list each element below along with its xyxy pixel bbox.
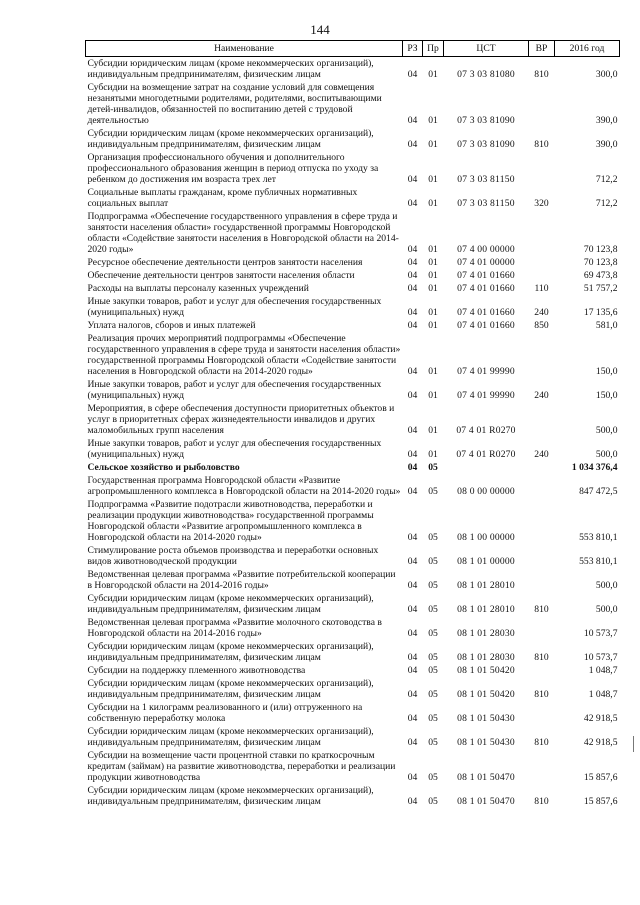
row-cst: 08 1 00 00000 (457, 532, 515, 543)
table-row (86, 378, 620, 402)
row-name: Социальные выплаты гражданам, кроме публичных нормативных социальных выплат (87, 187, 358, 209)
table-row (86, 474, 620, 498)
row-vr: 810 (534, 689, 549, 700)
row-cst: 07 3 03 81090 (457, 139, 515, 150)
row-name: Иные закупки товаров, работ и услуг для обеспечения государственных (муниципальных) нужд (87, 296, 382, 318)
table-row (86, 616, 620, 640)
table-row (86, 57, 620, 82)
row-amount: 553 810,1 (579, 556, 618, 567)
table-row (86, 544, 620, 568)
row-rz: 04 (407, 69, 418, 80)
row-rz: 04 (407, 366, 418, 377)
row-vr: 810 (534, 796, 549, 807)
row-amount: 712,2 (595, 198, 618, 209)
table-row (86, 677, 620, 701)
row-cst: 08 1 01 28010 (457, 580, 515, 591)
row-cst: 07 4 00 00000 (457, 244, 515, 255)
row-pr: 01 (428, 449, 438, 460)
row-vr: 320 (534, 198, 549, 209)
row-rz: 04 (407, 580, 418, 591)
row-vr (529, 332, 555, 378)
row-vr: 810 (534, 604, 549, 615)
row-name: Сельское хозяйство и рыболовство (87, 462, 240, 473)
row-cst (444, 461, 529, 474)
row-name: Уплата налогов, сборов и иных платежей (87, 320, 256, 331)
row-cst: 08 1 01 28030 (457, 628, 515, 639)
row-pr: 01 (428, 257, 438, 268)
margin-mark (633, 736, 634, 752)
row-cst: 07 4 01 99990 (457, 366, 515, 377)
row-pr: 05 (428, 689, 438, 700)
row-rz: 04 (407, 689, 418, 700)
table-row (86, 701, 620, 725)
row-name: Субсидии юридическим лицам (кроме некоммерческих организаций), индивидуальным предпринимателям, физическим лицам (87, 726, 374, 748)
row-cst: 08 1 01 50470 (457, 772, 515, 783)
row-cst: 07 3 03 81150 (457, 198, 515, 209)
row-vr: 850 (534, 320, 549, 331)
row-vr: 240 (534, 390, 549, 401)
table-row (86, 210, 620, 256)
table-row (86, 256, 620, 269)
row-name: Субсидии на 1 килограмм реализованного и (или) отгруженного на собственную переработку молока (87, 702, 363, 724)
row-cst: 07 4 01 R0270 (456, 449, 516, 460)
row-rz: 04 (407, 449, 418, 460)
row-name: Обеспечение деятельности центров занятости населения области (87, 270, 355, 281)
row-pr: 01 (428, 283, 438, 294)
table-row (86, 81, 620, 127)
row-rz: 04 (407, 115, 418, 126)
row-pr: 01 (428, 115, 438, 126)
table-row (86, 664, 620, 677)
row-vr (529, 210, 555, 256)
row-cst: 07 4 01 R0270 (456, 425, 516, 436)
row-cst: 07 4 01 99990 (457, 390, 515, 401)
row-cst: 08 1 01 50430 (457, 737, 515, 748)
row-rz: 04 (407, 390, 418, 401)
table-row (86, 725, 620, 749)
row-amount: 42 918,5 (583, 713, 618, 724)
row-cst: 07 4 01 01660 (457, 270, 515, 281)
row-amount: 390,0 (595, 115, 618, 126)
row-vr: 810 (534, 69, 549, 80)
row-name: Подпрограмма «Развитие подотрасли животноводства, переработки и реализации продукции животноводства» государственной программы Новгородской области «Развитие агропромышленного комплекса в Новгородской области на 2014-2020 годы» (87, 499, 374, 543)
row-cst: 07 4 01 00000 (457, 257, 515, 268)
row-name: Расходы на выплаты персоналу казенных учреждений (87, 283, 309, 294)
row-name: Иные закупки товаров, работ и услуг для обеспечения государственных (муниципальных) нужд (87, 438, 382, 460)
row-amount: 17 135,6 (583, 307, 618, 318)
row-amount: 15 857,6 (583, 796, 618, 807)
row-pr: 05 (428, 796, 438, 807)
table-row (86, 784, 620, 808)
table-row (86, 402, 620, 437)
row-pr: 05 (428, 665, 438, 676)
row-amount: 300,0 (595, 69, 618, 80)
table-row (86, 282, 620, 295)
row-name: Субсидии юридическим лицам (кроме некоммерческих организаций), индивидуальным предпринимателям, физическим лицам (87, 641, 374, 663)
table-row (86, 127, 620, 151)
row-name: Субсидии юридическим лицам (кроме некоммерческих организаций), индивидуальным предпринимателям, физическим лицам (87, 678, 374, 700)
header-name: Наименование (86, 41, 403, 57)
table-row (86, 640, 620, 664)
row-pr: 01 (428, 270, 438, 281)
row-pr: 05 (428, 462, 438, 473)
row-pr: 01 (428, 390, 438, 401)
row-pr: 05 (428, 556, 438, 567)
row-rz: 04 (407, 307, 418, 318)
table-row (86, 437, 620, 461)
row-name: Мероприятия, в сфере обеспечения доступности приоритетных объектов и услуг в приоритетных сферах жизнедеятельности инвалидов и других маломобильных групп населения (87, 403, 395, 436)
row-amount: 150,0 (595, 366, 618, 377)
table-row (86, 295, 620, 319)
row-name: Субсидии на возмещение затрат на создание условий для совмещения незанятыми многодетными родителями, родителями, воспитывающими детей-инвалидов, обязанностей по воспитанию детей с трудовой деятельностью (87, 82, 382, 126)
row-name: Стимулирование роста объемов производства и переработки основных видов животноводческой продукции (87, 545, 379, 567)
row-cst: 07 3 03 81090 (457, 115, 515, 126)
row-amount: 70 123,8 (583, 244, 618, 255)
row-amount: 500,0 (595, 604, 618, 615)
row-amount: 69 473,8 (583, 270, 618, 281)
row-amount: 15 857,6 (583, 772, 618, 783)
row-rz: 04 (407, 257, 418, 268)
row-vr: 110 (534, 283, 549, 294)
row-amount: 10 573,7 (583, 628, 618, 639)
header-year: 2016 год (555, 41, 620, 57)
row-amount: 847 472,5 (579, 486, 618, 497)
row-amount: 712,2 (595, 174, 618, 185)
row-rz: 04 (407, 174, 418, 185)
row-pr: 05 (428, 713, 438, 724)
row-cst: 07 3 03 81080 (457, 69, 515, 80)
row-rz: 04 (407, 320, 418, 331)
row-vr (529, 568, 555, 592)
row-name: Субсидии юридическим лицам (кроме некоммерческих организаций), индивидуальным предпринимателям, физическим лицам (87, 128, 374, 150)
row-rz: 04 (407, 283, 418, 294)
budget-table (85, 40, 620, 808)
row-amount: 51 757,2 (583, 283, 618, 294)
row-cst: 08 1 01 50470 (457, 796, 515, 807)
row-cst: 08 1 01 50430 (457, 713, 515, 724)
row-vr (529, 81, 555, 127)
row-rz: 04 (407, 713, 418, 724)
row-name: Подпрограмма «Обеспечение государственного управления в сфере труда и занятости населения области» государственной программы Новгородской области «Содействие занятости населения в Новгородской области на 2014-2020 годы» (87, 211, 399, 255)
row-pr: 01 (428, 69, 438, 80)
row-rz: 04 (407, 462, 418, 473)
row-name: Ведомственная целевая программа «Развитие молочного скотоводства в Новгородской области на 2014-2016 годы» (87, 617, 382, 639)
row-rz: 04 (407, 772, 418, 783)
row-cst: 08 1 01 50420 (457, 665, 515, 676)
row-name: Субсидии юридическим лицам (кроме некоммерческих организаций), индивидуальным предпринимателям, физическим лицам (87, 58, 374, 80)
row-vr: 810 (534, 652, 549, 663)
row-amount: 42 918,5 (583, 737, 618, 748)
row-pr: 01 (428, 425, 438, 436)
row-name: Реализация прочих мероприятий подпрограммы «Обеспечение государственного управления в сфере труда и занятости населения области» государственной программы Новгородской области «Содействие занятости населения в Новгородской области на 2014-2020 годы» (87, 333, 401, 377)
page-number: 144 (310, 22, 330, 37)
row-pr: 01 (428, 366, 438, 377)
row-name: Субсидии на поддержку племенного животноводства (87, 665, 306, 676)
row-vr: 810 (534, 737, 549, 748)
row-amount: 581,0 (595, 320, 618, 331)
row-vr (529, 664, 555, 677)
row-vr (529, 474, 555, 498)
row-pr: 01 (428, 307, 438, 318)
row-pr: 01 (428, 244, 438, 255)
row-rz: 04 (407, 532, 418, 543)
table-row (86, 319, 620, 332)
row-rz: 04 (407, 198, 418, 209)
row-vr (529, 616, 555, 640)
row-amount: 390,0 (595, 139, 618, 150)
table-row (86, 568, 620, 592)
row-vr (529, 402, 555, 437)
row-name: Организация профессионального обучения и дополнительного профессионального образования женщин в период отпуска по уходу за ребенком до достижения им возраста трех лет (87, 152, 379, 185)
row-rz: 04 (407, 796, 418, 807)
row-pr: 01 (428, 139, 438, 150)
table-row (86, 269, 620, 282)
row-amount: 1 048,7 (588, 665, 618, 676)
row-pr: 05 (428, 580, 438, 591)
row-name: Государственная программа Новгородской области «Развитие агропромышленного комплекса в Новгородской области на 2014-2020 годы» (87, 475, 401, 497)
row-pr: 05 (428, 604, 438, 615)
table-row (86, 749, 620, 784)
row-name: Субсидии юридическим лицам (кроме некоммерческих организаций), индивидуальным предпринимателям, физическим лицам (87, 785, 374, 807)
row-vr: 240 (534, 449, 549, 460)
row-rz: 04 (407, 244, 418, 255)
row-rz: 04 (407, 486, 418, 497)
row-rz: 04 (407, 556, 418, 567)
row-pr: 01 (428, 198, 438, 209)
table-header-row (86, 41, 620, 57)
row-amount: 10 573,7 (583, 652, 618, 663)
row-cst: 07 4 01 01660 (457, 307, 515, 318)
table-row (86, 151, 620, 186)
row-amount: 70 123,8 (583, 257, 618, 268)
row-vr (529, 151, 555, 186)
row-amount: 500,0 (595, 580, 618, 591)
row-vr (529, 749, 555, 784)
row-pr: 05 (428, 486, 438, 497)
row-cst: 07 3 03 81150 (457, 174, 515, 185)
header-pr: Пр (423, 41, 444, 57)
row-amount: 150,0 (595, 390, 618, 401)
row-rz: 04 (407, 425, 418, 436)
row-name: Иные закупки товаров, работ и услуг для обеспечения государственных (муниципальных) нужд (87, 379, 382, 401)
row-amount: 553 810,1 (579, 532, 618, 543)
row-vr (529, 498, 555, 544)
row-rz: 04 (407, 665, 418, 676)
row-name: Субсидии юридическим лицам (кроме некоммерческих организаций), индивидуальным предпринимателям, физическим лицам (87, 593, 374, 615)
row-vr: 240 (534, 307, 549, 318)
table-body (86, 57, 620, 809)
row-vr: 810 (534, 139, 549, 150)
table-row (86, 498, 620, 544)
row-pr: 05 (428, 652, 438, 663)
row-amount: 1 034 376,4 (571, 462, 618, 473)
row-vr (529, 544, 555, 568)
row-pr: 05 (428, 532, 438, 543)
table-row (86, 592, 620, 616)
row-name: Ведомственная целевая программа «Развитие потребительской кооперации в Новгородской области на 2014-2016 годы» (87, 569, 396, 591)
table-row (86, 461, 620, 474)
row-pr: 01 (428, 320, 438, 331)
row-rz: 04 (407, 628, 418, 639)
row-cst: 08 1 01 28030 (457, 652, 515, 663)
row-vr (529, 256, 555, 269)
table-row (86, 332, 620, 378)
header-rz: РЗ (403, 41, 423, 57)
row-cst: 07 4 01 01660 (457, 283, 515, 294)
row-rz: 04 (407, 652, 418, 663)
row-amount: 1 048,7 (588, 689, 618, 700)
row-vr (529, 269, 555, 282)
row-name: Ресурсное обеспечение деятельности центров занятости населения (87, 257, 363, 268)
row-rz: 04 (407, 270, 418, 281)
row-cst: 07 4 01 01660 (457, 320, 515, 331)
row-pr: 05 (428, 772, 438, 783)
header-cst: ЦСТ (444, 41, 529, 57)
row-amount: 500,0 (595, 425, 618, 436)
row-cst: 08 1 01 50420 (457, 689, 515, 700)
row-vr (529, 461, 555, 474)
row-rz: 04 (407, 139, 418, 150)
row-name: Субсидии на возмещение части процентной ставки по краткосрочным кредитам (займам) на развитие животноводства, переработки и реализации продукции животноводства (87, 750, 396, 783)
row-cst: 08 1 01 00000 (457, 556, 515, 567)
table-row (86, 186, 620, 210)
row-cst: 08 0 00 00000 (457, 486, 515, 497)
row-pr: 05 (428, 628, 438, 639)
row-rz: 04 (407, 737, 418, 748)
row-pr: 05 (428, 737, 438, 748)
header-vr: ВР (529, 41, 555, 57)
row-pr: 01 (428, 174, 438, 185)
row-amount: 500,0 (595, 449, 618, 460)
row-vr (529, 701, 555, 725)
row-cst: 08 1 01 28010 (457, 604, 515, 615)
row-rz: 04 (407, 604, 418, 615)
